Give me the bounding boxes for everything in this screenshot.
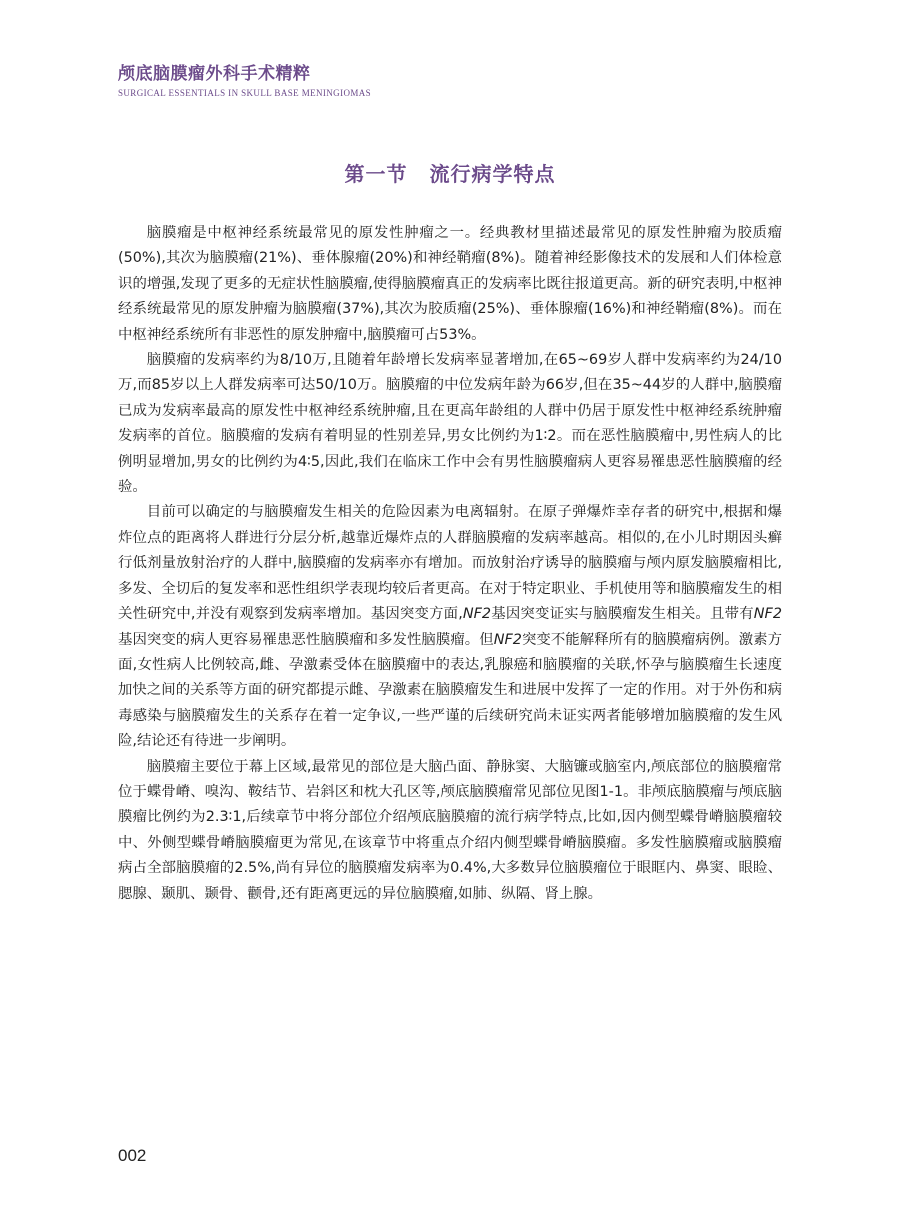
- paragraph-4: 脑膜瘤主要位于幕上区域,最常见的部位是大脑凸面、静脉窦、大脑镰或脑室内,颅底部位的脑膜瘤常位于蝶骨嵴、嗅沟、鞍结节、岩斜区和枕大孔区等,颅底脑膜瘤常见部位见图1-1。非颅底脑膜瘤与颅底脑膜瘤比例约为2.3∶1,后续章节中将分部位介绍颅底脑膜瘤的流行病学特点,比如,因内侧型蝶骨嵴脑膜瘤较中、外侧型蝶骨嵴脑膜瘤更为常见,在该章节中将重点介绍内侧型蝶骨嵴脑膜瘤。多发性脑膜瘤或脑膜瘤病占全部脑膜瘤的2.5%,尚有异位的脑膜瘤发病率为0.4%,大多数异位脑膜瘤位于眼眶内、鼻窦、眼睑、腮腺、颞肌、颞骨、颧骨,还有距离更远的异位脑膜瘤,如肺、纵隔、肾上腺。: [118, 758, 782, 902]
- book-title: 颅底脑膜瘤外科手术精粹: [118, 64, 311, 84]
- book-subtitle: SURGICAL ESSENTIALS IN SKULL BASE MENINGIOMAS: [118, 88, 372, 98]
- section-number: 第一节: [344, 162, 408, 186]
- paragraph-3-part-b: 基因突变证实与脑膜瘤发生相关。且带有: [491, 606, 754, 623]
- gene-name-nf2: NF2: [493, 631, 522, 648]
- section-heading: [0, 158, 900, 187]
- body-text: [118, 221, 782, 907]
- paragraph-3: [118, 500, 782, 754]
- page-number: 002: [118, 1146, 147, 1165]
- running-header: [118, 64, 371, 98]
- gene-name-nf2: NF2: [753, 606, 782, 623]
- gene-name-nf2: NF2: [462, 606, 492, 623]
- paragraph-1: 脑膜瘤是中枢神经系统最常见的原发性肿瘤之一。经典教材里描述最常见的原发性肿瘤为胶质瘤(50%),其次为脑膜瘤(21%)、垂体腺瘤(20%)和神经鞘瘤(8%)。随着神经影像技术的发展和人们体检意识的增强,发现了更多的无症状性脑膜瘤,使得脑膜瘤真正的发病率比既往报道更高。新的研究表明,中枢神经系统最常见的原发肿瘤为脑膜瘤(37%),其次为胶质瘤(25%)、垂体腺瘤(16%)和神经鞘瘤(8%)。而在中枢神经系统所有非恶性的原发肿瘤中,脑膜瘤可占53%。: [118, 225, 782, 343]
- section-title: 流行病学特点: [429, 162, 556, 186]
- paragraph-3-part-d: 突变不能解释所有的脑膜瘤病例。激素方面,女性病人比例较高,雌、孕激素受体在脑膜瘤中的表达,乳腺癌和脑膜瘤的关联,怀孕与脑膜瘤生长速度加快之间的关系等方面的研究都提示雌、孕激素在脑膜瘤发生和进展中发挥了一定的作用。对于外伤和病毒感染与脑膜瘤发生的关系存在着一定争议,一些严谨的后续研究尚未证实两者能够增加脑膜瘤的发生风险,结论还有待进一步阐明。: [118, 631, 782, 750]
- paragraph-3-part-a: 目前可以确定的与脑膜瘤发生相关的危险因素为电离辐射。在原子弹爆炸幸存者的研究中,根据和爆炸位点的距离将人群进行分层分析,越靠近爆炸点的人群脑膜瘤的发病率越高。相似的,在小儿时期因头癣行低剂量放射治疗的人群中,脑膜瘤的发病率亦有增加。而放射治疗诱导的脑膜瘤与颅内原发脑膜瘤相比,多发、全切后的复发率和恶性组织学表现均较后者更高。在对于特定职业、手机使用等和脑膜瘤发生的相关性研究中,并没有观察到发病率增加。基因突变方面,: [118, 504, 782, 623]
- paragraph-2: 脑膜瘤的发病率约为8/10万,且随着年龄增长发病率显著增加,在65~69岁人群中发病率约为24/10万,而85岁以上人群发病率可达50/10万。脑膜瘤的中位发病年龄为66岁,但在35~44岁的人群中,脑膜瘤已成为发病率最高的原发性中枢神经系统肿瘤,且在更高年龄组的人群中仍居于原发性中枢神经系统肿瘤发病率的首位。脑膜瘤的发病有着明显的性别差异,男女比例约为1∶2。而在恶性脑膜瘤中,男性病人的比例明显增加,男女的比例约为4∶5,因此,我们在临床工作中会有男性脑膜瘤病人更容易罹患恶性脑膜瘤的经验。: [118, 352, 782, 496]
- paragraph-3-part-c: 基因突变的病人更容易罹患恶性脑膜瘤和多发性脑膜瘤。但: [118, 631, 494, 648]
